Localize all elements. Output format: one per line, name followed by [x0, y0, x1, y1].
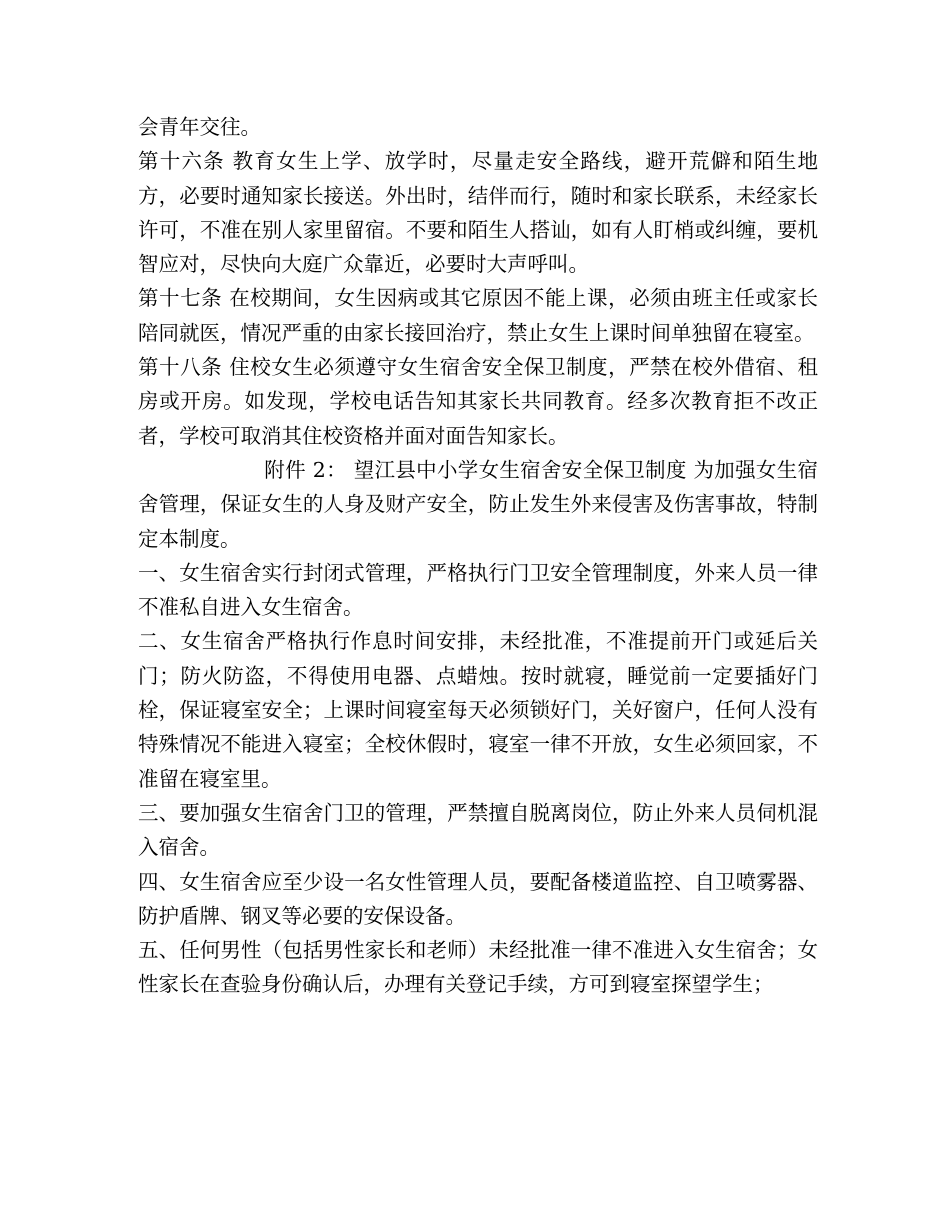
paragraph-continuation: 会青年交往。 — [138, 115, 261, 139]
rule-4: 四、女生宿舍应至少设一名女性管理人员，要配备楼道监控、自卫喷雾器、防护盾牌、钢叉等必要的安保设备。 — [138, 869, 818, 928]
rule-3: 三、要加强女生宿舍门卫的管理，严禁擅自脱离岗位，防止外来人员伺机混入宿舍。 — [138, 800, 818, 860]
rule-5: 五、任何男性（包括男性家长和老师）未经批准一律不准进入女生宿舍；女性家长在查验身份确认后，办理有关登记手续，方可到寝室探望学生； — [138, 938, 818, 997]
rule-1: 一、女生宿舍实行封闭式管理，严格执行门卫安全管理制度，外来人员一律不准私自进入女生宿舍。 — [138, 560, 818, 620]
document-page — [138, 110, 818, 1002]
article-16: 第十六条 教育女生上学、放学时，尽量走安全路线，避开荒僻和陌生地方，必要时通知家长接送。外出时，结伴而行，随时和家长联系，未经家长许可，不准在别人家里留宿。不要和陌生人搭讪，如有人盯梢或纠缠，要机智应对，尽快向大庭广众靠近，必要时大声呼叫。 — [138, 149, 818, 277]
article-17: 第十七条 在校期间，女生因病或其它原因不能上课，必须由班主任或家长陪同就医，情况严重的由家长接回治疗，禁止女生上课时间单独留在寝室。 — [138, 286, 818, 345]
rule-2: 二、女生宿舍严格执行作息时间安排，未经批准，不准提前开门或延后关门；防火防盗，不得使用电器、点蜡烛。按时就寝，睡觉前一定要插好门栓，保证寝室安全；上课时间寝室每天必须锁好门，关好窗户，任何人没有特殊情况不能进入寝室；全校休假时，寝室一律不开放，女生必须回家，不准留在寝室里。 — [138, 629, 818, 791]
article-18: 第十八条 住校女生必须遵守女生宿舍安全保卫制度，严禁在校外借宿、租房或开房。如发现，学校电话告知其家长共同教育。经多次教育拒不改正者，学校可取消其住校资格并面对面告知家长。 — [138, 355, 818, 448]
attachment-2-text: 附件 2： 望江县中小学女生宿舍安全保卫制度 为加强女生宿舍管理，保证女生的人身及财产安全，防止发生外来侵害及伤害事故，特制定本制度。 — [138, 457, 818, 551]
attachment-2-heading — [138, 453, 818, 556]
